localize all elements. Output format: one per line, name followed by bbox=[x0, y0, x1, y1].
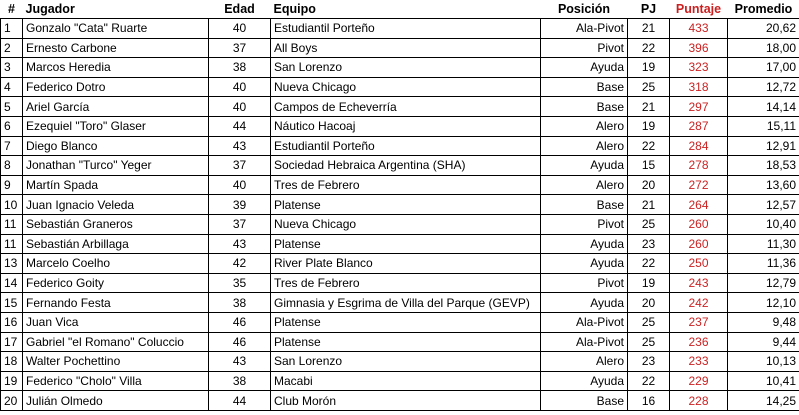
cell-pj: 22 bbox=[628, 38, 670, 58]
table-header bbox=[1, 0, 799, 19]
cell-puntaje: 278 bbox=[670, 156, 728, 176]
cell-equipo: San Lorenzo bbox=[271, 58, 541, 78]
cell-jugador: Sebastián Graneros bbox=[23, 214, 209, 234]
cell-num: 9 bbox=[1, 175, 23, 195]
cell-promedio: 12,57 bbox=[728, 195, 799, 215]
cell-equipo: Club Morón bbox=[271, 391, 541, 411]
cell-num: 5 bbox=[1, 97, 23, 117]
cell-edad: 37 bbox=[209, 214, 271, 234]
table-row bbox=[1, 136, 799, 156]
cell-posicion: Ayuda bbox=[541, 254, 628, 274]
cell-pj: 23 bbox=[628, 352, 670, 372]
cell-jugador: Ezequiel "Toro" Glaser bbox=[23, 116, 209, 136]
cell-puntaje: 323 bbox=[670, 58, 728, 78]
cell-jugador: Fernando Festa bbox=[23, 293, 209, 313]
cell-edad: 46 bbox=[209, 312, 271, 332]
cell-num: 17 bbox=[1, 332, 23, 352]
cell-puntaje: 250 bbox=[670, 254, 728, 274]
cell-num: 13 bbox=[1, 254, 23, 274]
cell-pj: 25 bbox=[628, 214, 670, 234]
cell-promedio: 20,62 bbox=[728, 19, 799, 39]
cell-promedio: 14,25 bbox=[728, 391, 799, 411]
cell-puntaje: 287 bbox=[670, 116, 728, 136]
table-row bbox=[1, 77, 799, 97]
cell-promedio: 12,79 bbox=[728, 273, 799, 293]
cell-jugador: Jonathan "Turco" Yeger bbox=[23, 156, 209, 176]
cell-num: 16 bbox=[1, 312, 23, 332]
cell-edad: 43 bbox=[209, 352, 271, 372]
cell-edad: 43 bbox=[209, 136, 271, 156]
cell-promedio: 12,72 bbox=[728, 77, 799, 97]
header-edad: Edad bbox=[209, 0, 271, 19]
cell-puntaje: 318 bbox=[670, 77, 728, 97]
cell-pj: 25 bbox=[628, 332, 670, 352]
cell-posicion: Pivot bbox=[541, 214, 628, 234]
cell-jugador: Diego Blanco bbox=[23, 136, 209, 156]
cell-edad: 38 bbox=[209, 293, 271, 313]
table-row bbox=[1, 352, 799, 372]
cell-equipo: Macabi bbox=[271, 371, 541, 391]
cell-puntaje: 236 bbox=[670, 332, 728, 352]
cell-jugador: Federico "Cholo" Villa bbox=[23, 371, 209, 391]
cell-edad: 39 bbox=[209, 195, 271, 215]
cell-num: 1 bbox=[1, 19, 23, 39]
cell-promedio: 18,53 bbox=[728, 156, 799, 176]
cell-equipo: Estudiantil Porteño bbox=[271, 19, 541, 39]
cell-equipo: San Lorenzo bbox=[271, 352, 541, 372]
cell-equipo: Platense bbox=[271, 312, 541, 332]
cell-promedio: 10,40 bbox=[728, 214, 799, 234]
cell-edad: 40 bbox=[209, 19, 271, 39]
cell-posicion: Ayuda bbox=[541, 156, 628, 176]
cell-puntaje: 260 bbox=[670, 214, 728, 234]
cell-jugador: Julián Olmedo bbox=[23, 391, 209, 411]
cell-puntaje: 229 bbox=[670, 371, 728, 391]
cell-num: 20 bbox=[1, 391, 23, 411]
cell-promedio: 10,13 bbox=[728, 352, 799, 372]
cell-edad: 44 bbox=[209, 116, 271, 136]
cell-pj: 21 bbox=[628, 97, 670, 117]
cell-edad: 38 bbox=[209, 371, 271, 391]
cell-promedio: 9,44 bbox=[728, 332, 799, 352]
cell-equipo: Tres de Febrero bbox=[271, 175, 541, 195]
header-posicion: Posición bbox=[541, 0, 628, 19]
cell-jugador: Martín Spada bbox=[23, 175, 209, 195]
cell-jugador: Juan Ignacio Veleda bbox=[23, 195, 209, 215]
cell-puntaje: 237 bbox=[670, 312, 728, 332]
cell-promedio: 10,41 bbox=[728, 371, 799, 391]
cell-posicion: Alero bbox=[541, 116, 628, 136]
cell-num: 2 bbox=[1, 38, 23, 58]
cell-edad: 40 bbox=[209, 77, 271, 97]
table-row bbox=[1, 371, 799, 391]
cell-jugador: Juan Vica bbox=[23, 312, 209, 332]
cell-edad: 43 bbox=[209, 234, 271, 254]
cell-puntaje: 433 bbox=[670, 19, 728, 39]
table-row bbox=[1, 156, 799, 176]
table-body bbox=[1, 19, 799, 411]
cell-num: 15 bbox=[1, 293, 23, 313]
cell-posicion: Base bbox=[541, 77, 628, 97]
cell-equipo: Platense bbox=[271, 234, 541, 254]
header-row bbox=[1, 0, 799, 19]
cell-posicion: Alero bbox=[541, 352, 628, 372]
cell-jugador: Ariel García bbox=[23, 97, 209, 117]
cell-pj: 25 bbox=[628, 312, 670, 332]
cell-edad: 42 bbox=[209, 254, 271, 274]
header-pj: PJ bbox=[628, 0, 670, 19]
cell-edad: 37 bbox=[209, 38, 271, 58]
table-row bbox=[1, 391, 799, 411]
cell-posicion: Base bbox=[541, 195, 628, 215]
cell-num: 14 bbox=[1, 273, 23, 293]
cell-num: 4 bbox=[1, 77, 23, 97]
table-row bbox=[1, 58, 799, 78]
cell-equipo: Platense bbox=[271, 332, 541, 352]
cell-edad: 44 bbox=[209, 391, 271, 411]
cell-jugador: Ernesto Carbone bbox=[23, 38, 209, 58]
header-num: # bbox=[1, 0, 23, 19]
cell-puntaje: 243 bbox=[670, 273, 728, 293]
cell-edad: 40 bbox=[209, 175, 271, 195]
cell-pj: 21 bbox=[628, 195, 670, 215]
cell-posicion: Base bbox=[541, 391, 628, 411]
cell-pj: 21 bbox=[628, 19, 670, 39]
table-row bbox=[1, 19, 799, 39]
cell-jugador: Walter Pochettino bbox=[23, 352, 209, 372]
cell-equipo: Nueva Chicago bbox=[271, 214, 541, 234]
cell-num: 18 bbox=[1, 352, 23, 372]
cell-puntaje: 297 bbox=[670, 97, 728, 117]
cell-num: 7 bbox=[1, 136, 23, 156]
cell-posicion: Ala-Pivot bbox=[541, 332, 628, 352]
table-row bbox=[1, 38, 799, 58]
cell-edad: 35 bbox=[209, 273, 271, 293]
cell-posicion: Ayuda bbox=[541, 58, 628, 78]
cell-puntaje: 260 bbox=[670, 234, 728, 254]
cell-equipo: Sociedad Hebraica Argentina (SHA) bbox=[271, 156, 541, 176]
cell-edad: 40 bbox=[209, 97, 271, 117]
cell-promedio: 11,36 bbox=[728, 254, 799, 274]
cell-puntaje: 233 bbox=[670, 352, 728, 372]
cell-jugador: Federico Goity bbox=[23, 273, 209, 293]
cell-num: 11 bbox=[1, 214, 23, 234]
cell-posicion: Pivot bbox=[541, 273, 628, 293]
cell-posicion: Alero bbox=[541, 136, 628, 156]
cell-edad: 38 bbox=[209, 58, 271, 78]
cell-jugador: Marcos Heredia bbox=[23, 58, 209, 78]
cell-posicion: Ala-Pivot bbox=[541, 19, 628, 39]
cell-pj: 23 bbox=[628, 234, 670, 254]
cell-promedio: 12,10 bbox=[728, 293, 799, 313]
cell-jugador: Gonzalo "Cata" Ruarte bbox=[23, 19, 209, 39]
cell-equipo: Estudiantil Porteño bbox=[271, 136, 541, 156]
cell-edad: 46 bbox=[209, 332, 271, 352]
cell-promedio: 18,00 bbox=[728, 38, 799, 58]
cell-pj: 20 bbox=[628, 175, 670, 195]
cell-jugador: Gabriel "el Romano" Coluccio bbox=[23, 332, 209, 352]
cell-num: 10 bbox=[1, 195, 23, 215]
cell-puntaje: 228 bbox=[670, 391, 728, 411]
cell-pj: 19 bbox=[628, 58, 670, 78]
cell-posicion: Ayuda bbox=[541, 293, 628, 313]
table-row bbox=[1, 234, 799, 254]
cell-posicion: Alero bbox=[541, 175, 628, 195]
cell-promedio: 11,30 bbox=[728, 234, 799, 254]
cell-equipo: Nueva Chicago bbox=[271, 77, 541, 97]
cell-promedio: 17,00 bbox=[728, 58, 799, 78]
cell-equipo: All Boys bbox=[271, 38, 541, 58]
table-row bbox=[1, 116, 799, 136]
table-row bbox=[1, 332, 799, 352]
header-puntaje: Puntaje bbox=[670, 0, 728, 19]
cell-num: 11 bbox=[1, 234, 23, 254]
cell-promedio: 12,91 bbox=[728, 136, 799, 156]
header-promedio: Promedio bbox=[728, 0, 799, 19]
cell-puntaje: 272 bbox=[670, 175, 728, 195]
cell-promedio: 9,48 bbox=[728, 312, 799, 332]
table-row bbox=[1, 254, 799, 274]
cell-pj: 22 bbox=[628, 136, 670, 156]
cell-equipo: Campos de Echeverría bbox=[271, 97, 541, 117]
cell-pj: 20 bbox=[628, 293, 670, 313]
table-row bbox=[1, 214, 799, 234]
cell-equipo: Gimnasia y Esgrima de Villa del Parque (GEVP) bbox=[271, 293, 541, 313]
cell-pj: 22 bbox=[628, 371, 670, 391]
cell-posicion: Ayuda bbox=[541, 371, 628, 391]
cell-pj: 16 bbox=[628, 391, 670, 411]
cell-posicion: Ala-Pivot bbox=[541, 312, 628, 332]
cell-puntaje: 284 bbox=[670, 136, 728, 156]
table-row bbox=[1, 97, 799, 117]
cell-equipo: Náutico Hacoaj bbox=[271, 116, 541, 136]
cell-pj: 22 bbox=[628, 254, 670, 274]
cell-num: 6 bbox=[1, 116, 23, 136]
cell-equipo: River Plate Blanco bbox=[271, 254, 541, 274]
cell-num: 3 bbox=[1, 58, 23, 78]
cell-puntaje: 242 bbox=[670, 293, 728, 313]
table-row bbox=[1, 195, 799, 215]
cell-jugador: Sebastián Arbillaga bbox=[23, 234, 209, 254]
cell-jugador: Marcelo Coelho bbox=[23, 254, 209, 274]
table-row bbox=[1, 293, 799, 313]
cell-pj: 19 bbox=[628, 273, 670, 293]
cell-posicion: Pivot bbox=[541, 38, 628, 58]
header-equipo: Equipo bbox=[271, 0, 541, 19]
cell-promedio: 14,14 bbox=[728, 97, 799, 117]
cell-equipo: Platense bbox=[271, 195, 541, 215]
cell-promedio: 15,11 bbox=[728, 116, 799, 136]
table-row bbox=[1, 312, 799, 332]
cell-posicion: Ayuda bbox=[541, 234, 628, 254]
cell-num: 8 bbox=[1, 156, 23, 176]
cell-equipo: Tres de Febrero bbox=[271, 273, 541, 293]
cell-pj: 15 bbox=[628, 156, 670, 176]
cell-puntaje: 396 bbox=[670, 38, 728, 58]
table-row bbox=[1, 175, 799, 195]
cell-pj: 25 bbox=[628, 77, 670, 97]
cell-posicion: Base bbox=[541, 97, 628, 117]
header-jugador: Jugador bbox=[23, 0, 209, 19]
cell-num: 19 bbox=[1, 371, 23, 391]
cell-pj: 19 bbox=[628, 116, 670, 136]
cell-jugador: Federico Dotro bbox=[23, 77, 209, 97]
table-row bbox=[1, 273, 799, 293]
cell-edad: 37 bbox=[209, 156, 271, 176]
cell-puntaje: 264 bbox=[670, 195, 728, 215]
cell-promedio: 13,60 bbox=[728, 175, 799, 195]
